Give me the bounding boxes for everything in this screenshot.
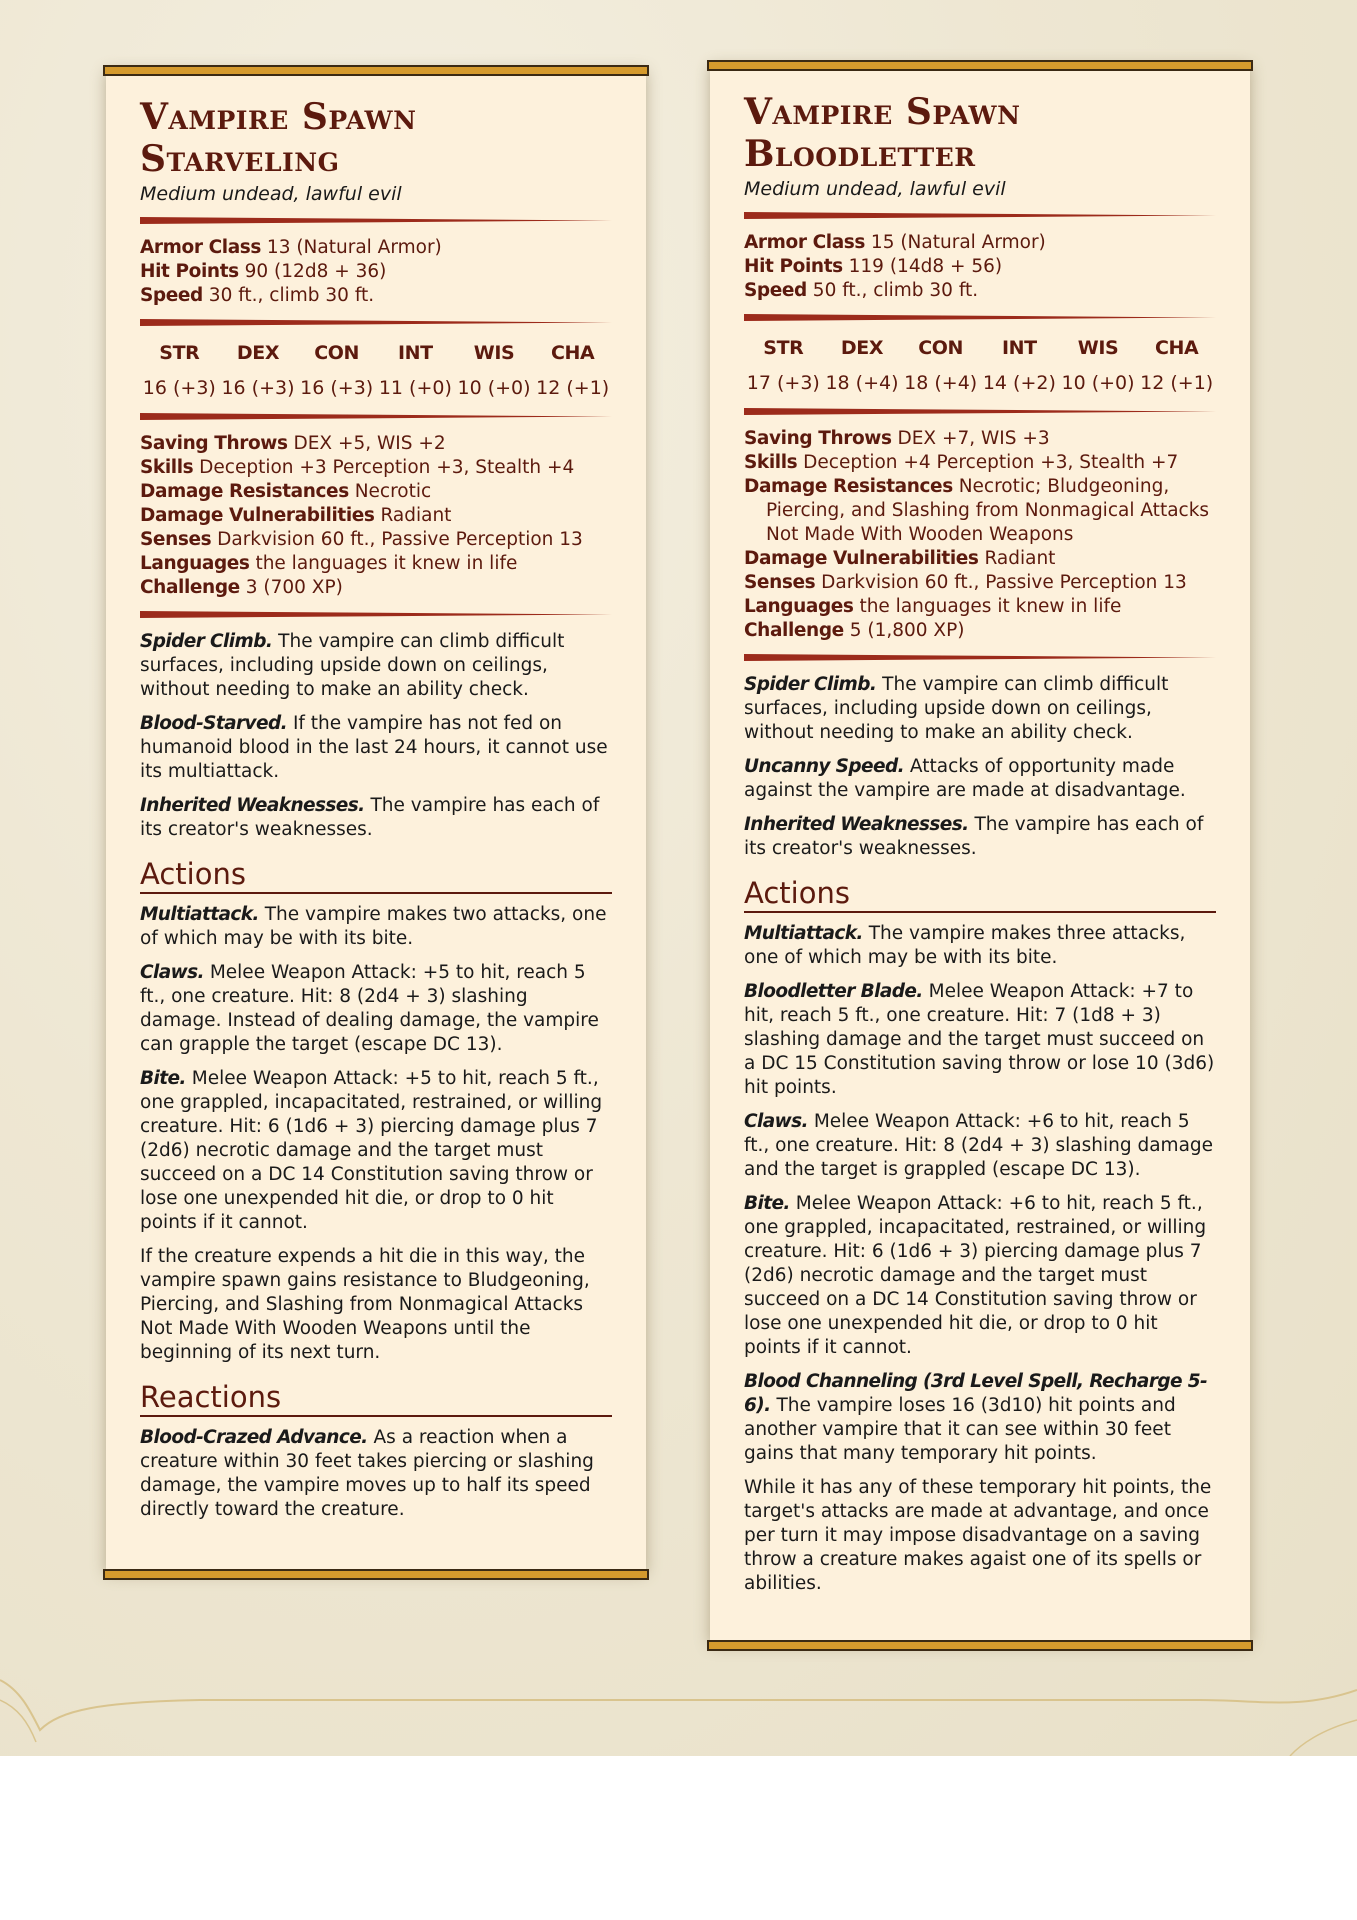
- ability-scores: [744, 335, 1216, 397]
- creature-type: Medium undead, lawful evil: [140, 183, 402, 205]
- action-blood-channeling: Blood Channeling (3rd Level Spell, Recharge 5-6). The vampire loses 16 (3d10) hit points and another vampire that it can see within 30 feet gains that many temporary hit points.: [744, 1371, 1208, 1464]
- divider: [744, 314, 1216, 321]
- actions-heading: Actions: [744, 875, 1216, 913]
- ability-cha: CHA 12 (+1): [536, 342, 610, 399]
- actions-heading: Actions: [140, 856, 612, 894]
- action-bite: Bite. Melee Weapon Attack: +5 to hit, reach 5 ft., one grappled, incapacitated, restrained, or willing creature. Hit: 6 (1d6 + 3) piercing damage plus 7 (2d6) necrotic damage and the target must succeed on a DC 14 Constitution saving throw or lose one unexpended hit die, or drop to 0 hit points if it cannot.: [140, 1068, 603, 1233]
- hit-points: Hit Points 119 (14d8 + 56): [744, 256, 1003, 277]
- divider: [140, 413, 612, 420]
- damage-vulnerabilities: Damage Vulnerabilities Radiant: [744, 548, 1056, 569]
- ability-dex: DEX 16 (+3): [221, 342, 295, 399]
- speed: Speed 30 ft., climb 30 ft.: [140, 285, 375, 306]
- divider: [744, 212, 1216, 219]
- creature-name-line2: Bloodletter: [744, 133, 976, 175]
- divider: [140, 217, 612, 224]
- creature-name: [140, 96, 612, 180]
- trait-spider-climb: Spider Climb. The vampire can climb difficult surfaces, including upside down on ceilings, without needing to make an ability check.: [744, 674, 1169, 743]
- top-border-bar: [103, 65, 649, 76]
- action-multiattack: Multiattack. The vampire makes two attacks, one of which may be with its bite.: [140, 904, 607, 949]
- ability-int: INT 11 (+0): [378, 342, 452, 399]
- ability-str: STR 17 (+3): [746, 337, 820, 394]
- damage-resistances: Damage Resistances Necrotic: [140, 481, 432, 502]
- trait-inherited-weaknesses: Inherited Weaknesses. The vampire has each of its creator's weaknesses.: [744, 814, 1204, 859]
- creature-name-line1: Vampire Spawn: [140, 96, 417, 138]
- saving-throws: Saving Throws DEX +5, WIS +2: [140, 433, 446, 454]
- bottom-border-bar: [103, 1569, 649, 1580]
- trait-spider-climb: Spider Climb. The vampire can climb difficult surfaces, including upside down on ceilings, without needing to make an ability check.: [140, 631, 565, 700]
- ability-wis: WIS 10 (+0): [1061, 337, 1135, 394]
- divider: [744, 408, 1216, 415]
- ability-str: STR 16 (+3): [142, 342, 216, 399]
- skills: Skills Deception +3 Perception +3, Stealth +4: [140, 457, 575, 478]
- armor-class: Armor Class 13 (Natural Armor): [140, 237, 442, 258]
- ability-int: INT 14 (+2): [982, 337, 1056, 394]
- ability-cha: CHA 12 (+1): [1140, 337, 1214, 394]
- action-claws: Claws. Melee Weapon Attack: +5 to hit, reach 5 ft., one creature. Hit: 8 (2d4 + 3) slashing damage. Instead of dealing damage, the vampire can grapple the target (escape DC 13).: [140, 962, 599, 1055]
- statblock-bloodletter: [710, 66, 1250, 1645]
- speed: Speed 50 ft., climb 30 ft.: [744, 280, 979, 301]
- action-bloodletter-blade: Bloodletter Blade. Melee Weapon Attack: +7 to hit, reach 5 ft., one creature. Hit: 7 (1d8 + 3) slashing damage and the target must succeed on a DC 15 Constitution saving throw or lose 10 (3d6) hit points.: [744, 981, 1215, 1098]
- damage-resistances: Damage Resistances Necrotic; Bludgeoning, Piercing, and Slashing from Nonmagical Attacks Not Made With Wooden Weapons: [744, 476, 1210, 545]
- challenge: Challenge 3 (700 XP): [140, 577, 343, 598]
- ability-wis: WIS 10 (+0): [457, 342, 531, 399]
- action-blood-channeling-followup: While it has any of these temporary hit points, the target's attacks are made at advantage, and once per turn it may impose disadvantage on a saving throw a creature makes agaist one of its spells or abilities.: [744, 1477, 1212, 1594]
- bottom-border-bar: [707, 1640, 1253, 1651]
- divider: [140, 319, 612, 326]
- senses: Senses Darkvision 60 ft., Passive Perception 13: [744, 572, 1187, 593]
- creature-type: Medium undead, lawful evil: [744, 178, 1006, 200]
- saving-throws: Saving Throws DEX +7, WIS +3: [744, 428, 1050, 449]
- damage-vulnerabilities: Damage Vulnerabilities Radiant: [140, 505, 452, 526]
- creature-name: [744, 91, 1216, 175]
- ability-dex: DEX 18 (+4): [825, 337, 899, 394]
- reactions-heading: Reactions: [140, 1379, 612, 1417]
- languages: Languages the languages it knew in life: [744, 596, 1122, 617]
- action-claws: Claws. Melee Weapon Attack: +6 to hit, reach 5 ft., one creature. Hit: 8 (2d4 + 3) slashing damage and the target is grappled (escape DC 13).: [744, 1111, 1214, 1180]
- ability-con: CON 18 (+4): [904, 337, 978, 394]
- trait-uncanny-speed: Uncanny Speed. Attacks of opportunity made against the vampire are made at disadvantage.: [744, 756, 1186, 801]
- ability-scores: [140, 340, 612, 402]
- statblock-starveling: [106, 71, 646, 1574]
- ability-con: CON 16 (+3): [300, 342, 374, 399]
- action-multiattack: Multiattack. The vampire makes three attacks, one of which may be with its bite.: [744, 923, 1186, 968]
- hit-points: Hit Points 90 (12d8 + 36): [140, 261, 387, 282]
- armor-class: Armor Class 15 (Natural Armor): [744, 232, 1046, 253]
- divider: [744, 654, 1216, 661]
- senses: Senses Darkvision 60 ft., Passive Perception 13: [140, 529, 583, 550]
- trait-blood-starved: Blood-Starved. If the vampire has not fed on humanoid blood in the last 24 hours, it cannot use its multiattack.: [140, 713, 608, 782]
- action-bite: Bite. Melee Weapon Attack: +6 to hit, reach 5 ft., one grappled, incapacitated, restrained, or willing creature. Hit: 6 (1d6 + 3) piercing damage plus 7 (2d6) necrotic damage and the target must succeed on a DC 14 Constitution saving throw or lose one unexpended hit die, or drop to 0 hit points if it cannot.: [744, 1193, 1207, 1358]
- challenge: Challenge 5 (1,800 XP): [744, 620, 965, 641]
- languages: Languages the languages it knew in life: [140, 553, 518, 574]
- divider: [140, 611, 612, 618]
- action-bite-followup: If the creature expends a hit die in this way, the vampire spawn gains resistance to Bludgeoning, Piercing, and Slashing from Nonmagical Attacks Not Made With Wooden Weapons until the beginning of its next turn.: [140, 1246, 590, 1363]
- reaction-blood-crazed-advance: Blood-Crazed Advance. As a reaction when a creature within 30 feet takes piercing or slashing damage, the vampire moves up to half its speed directly toward the creature.: [140, 1427, 594, 1520]
- top-border-bar: [707, 60, 1253, 71]
- trait-inherited-weaknesses: Inherited Weaknesses. The vampire has each of its creator's weaknesses.: [140, 795, 600, 840]
- creature-name-line1: Vampire Spawn: [744, 91, 1021, 133]
- creature-name-line2: Starveling: [140, 138, 340, 180]
- footer-ornament: [0, 1650, 1357, 1756]
- skills: Skills Deception +4 Perception +3, Stealth +7: [744, 452, 1179, 473]
